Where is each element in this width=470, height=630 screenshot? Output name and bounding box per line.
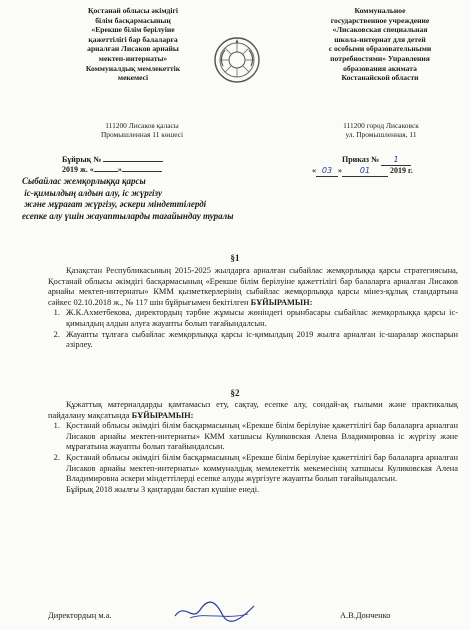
order-date-month xyxy=(122,171,162,172)
section-2-body xyxy=(48,400,458,495)
header-left-line: «Ерекше білім берілуіне xyxy=(91,25,175,35)
order-date-quote: » xyxy=(338,166,342,175)
header-right-line: «Лисаковская специальная xyxy=(332,25,428,35)
header-right-line: с особыми образовательными xyxy=(328,44,432,54)
title-line: іс-қимылдың алдын алу, іс жүргізу xyxy=(22,187,162,198)
order-date-day: 03 xyxy=(316,166,338,177)
order-number-kazakh xyxy=(62,155,163,175)
order-title xyxy=(22,176,322,222)
header-right-line: Коммунальное xyxy=(354,6,406,15)
header-right-line: Костанайской области xyxy=(341,73,419,83)
order-date-year: 2019 ж. « xyxy=(62,165,94,174)
list-item: 2. Жауапты тұлғаға сыбайлас жемқорлыққа қарсы іс-қимылдың 2019 жылға арналған іс-шаралар жоспарын әзірлеу. xyxy=(62,330,458,351)
header-left-line: арналған Лисаков арнайы xyxy=(87,44,179,54)
section-1-heading: §1 xyxy=(230,253,240,263)
header-right-line: образования акимата xyxy=(343,63,417,73)
title-line: Сыбайлас жемқорлыққа қарсы xyxy=(22,176,146,186)
address-line: ул. Промышленная, 11 xyxy=(345,130,417,140)
list-item: 1. Ж.К.Ахметбекова, директордың тәрбие жұмысы жөніндегі орынбасары сыбайлас жемқорлыққа қарсы іс-қимылдың алдын алуға жауапты болып тағайындалсын. xyxy=(62,308,458,329)
title-line: есепке алу үшін жауаптыларды тағайындау туралы xyxy=(22,210,234,221)
header-left-line: Қостанай облысы әкімдігі xyxy=(87,6,179,15)
order-date-quote: » xyxy=(117,165,122,174)
header-right-line: школа-интернат для детей xyxy=(334,34,426,44)
list-item: 1. Қостанай облысы әкімдігі білім басқармасының «Ерекше білім берілуіне қажеттілігі бар балаларға арналған Лисаков арнайы мектеп-интернаты» КММ хатшысы Куликовская Алена Владимировна іс жүргізу және мұрағатына жауапты болып тағайындалсын. xyxy=(62,421,458,453)
header-right-russian xyxy=(296,6,464,83)
header-left-line: қажеттілігі бар балаларға xyxy=(88,34,178,44)
header-left-line: мекемесі xyxy=(117,73,149,83)
section-2-paragraph: Құжаттық материалдарды қамтамасыз ету, сақтау, есепке алу, сондай-ақ ғылыми және практикалық пайдалану мақсатында xyxy=(48,400,458,420)
list-item: 2. Қостанай облысы әкімдігі білім басқармасының «Ерекше білім берілуіне қажеттілігі бар балаларға арналған Лисаков арнайы мектеп-интернаты» коммуналдық мемлекеттік мекемесінің хатшысы Куликовская Алена Владимировна әскери міндеттілерді есепке алуды жүргізуге жауапты болып тағайындалсын. xyxy=(62,453,458,485)
header-left-line: Коммуналдық мемлекеттік xyxy=(85,63,181,73)
section-2-command: БҰЙЫРАМЫН: xyxy=(131,410,194,420)
section-2-heading: §2 xyxy=(230,388,240,398)
order-number-value xyxy=(103,161,163,162)
address-line: 111200 Лисаков қаласы xyxy=(105,121,179,130)
address-line: 111200 город Лисаковск xyxy=(343,121,419,130)
header-right-line: государственное учреждение xyxy=(330,15,430,25)
address-line: Промышленная 11 көшесі xyxy=(100,130,184,140)
header-left-line: мектеп-интернаты» xyxy=(98,53,168,63)
order-label: Бұйрық № xyxy=(62,155,102,164)
header-right-line: потребностями» Управления xyxy=(330,53,430,63)
header-left-line: білім басқармасының xyxy=(95,15,171,25)
address-left xyxy=(72,121,212,140)
section-1-body xyxy=(48,266,458,351)
handwritten-signature xyxy=(170,598,260,624)
section-1-command: БҰЙЫРАМЫН: xyxy=(250,297,313,307)
signatory-name: А.В.Донченко xyxy=(340,611,391,620)
section-2-list xyxy=(48,421,458,485)
section-1-list xyxy=(48,308,458,350)
order-label: Приказ № xyxy=(342,155,380,164)
section-1-paragraph: Қазақстан Республикасының 2015-2025 жылдарға арналған сыбайлас жемқорлыққа қарсы стратегиясына, Қостанай облысы әкімдігі басқармасының «Ерекше білім берілуіне қажеттілігі бар балаларға арналған Лисаков арнайы мектеп-интернаты» КММ қызметкерлерінің сыбайлас жемқорлыққа қарсы мінез-құлық стандартына сәйкес 02.10.2018 ж., № 117 шін бұйрығымен бекітілген xyxy=(48,266,458,307)
order-date-month: 01 xyxy=(342,166,388,177)
address-right xyxy=(306,121,456,140)
order-number-russian xyxy=(312,155,413,177)
order-number-value: 1 xyxy=(381,155,411,166)
signatory-role: Директордың м.а. xyxy=(48,611,112,620)
order-date-year: 2019 г. xyxy=(390,166,413,175)
header-left-kazakh xyxy=(58,6,208,83)
order-date-quote: « xyxy=(312,166,316,175)
title-line: және мұрағат жүргізу, әскери міндеттілерді xyxy=(22,199,207,209)
order-date-day xyxy=(94,171,118,172)
effective-date-note: Бұйрық 2018 жылғы 3 қаңтардан бастап күшіне енеді. xyxy=(66,484,260,494)
state-emblem-icon xyxy=(213,36,261,84)
